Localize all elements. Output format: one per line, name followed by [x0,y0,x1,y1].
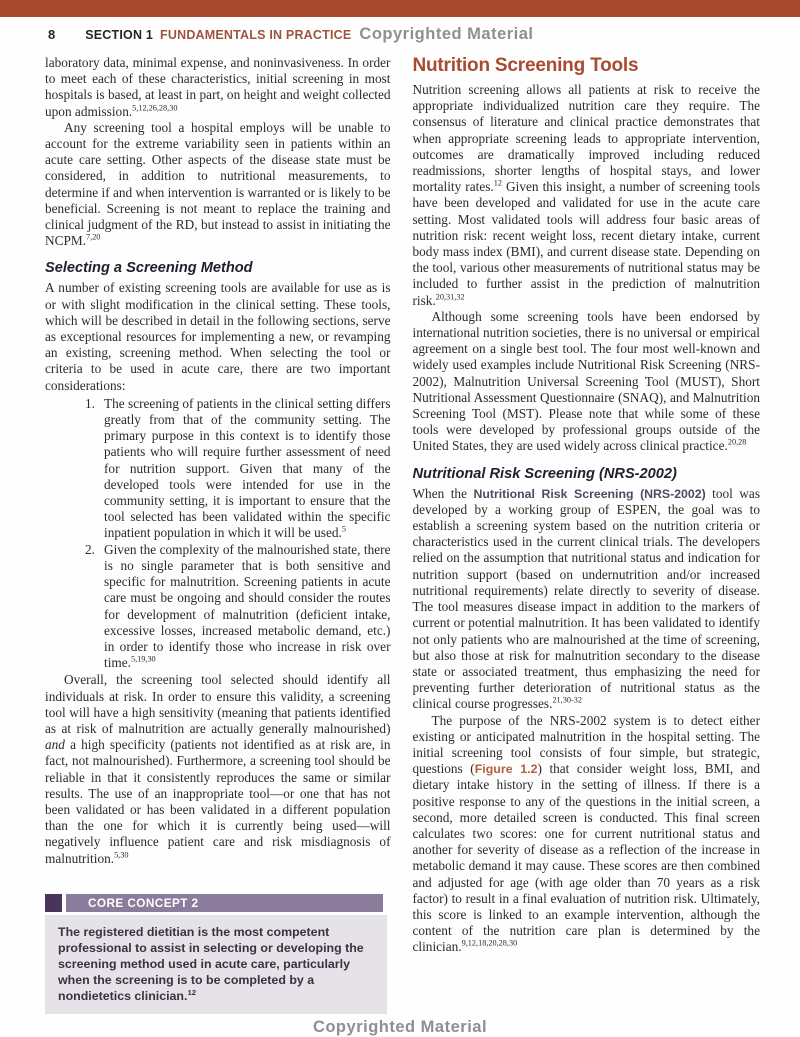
citation-superscript: 9,12,18,20,28,30 [461,938,518,948]
paragraph-text: Overall, the screening tool selected should identify all individuals at risk. In order to ensure this validity, a screening tool will have a high sensitivity (meaning that patients identified as at risk of malnutrition are actually generally malnourished) [45,672,391,736]
core-concept-body [45,915,387,1014]
right-column [413,55,761,1014]
list-item [85,542,391,672]
paragraph-text: Given the complexity of the malnourished state, there is no single parameter that is both sensitive and specific for malnutrition. Screening patients in acute care must be ongoing and should consider the routes for development of malnutrition (deficient intake, excessive losses, increased metabolic demand, etc.) in order to identify those who increase in risk over time. [104,541,391,671]
paragraph-text: The screening of patients in the clinical setting differs greatly from that of the community setting. The primary purpose in this context is to identify those patients who will require further assessment of need for nutrition support. Given that many of the developed tools were intended for use in the community setting, it is important to ensure that the tool selected has been validated within the specific inpatient population in which it will be used. [104,395,391,541]
figure-reference: Figure 1.2 [474,762,538,777]
page-number: 8 [48,27,56,42]
paragraph-text: tool was developed by a working group of ESPEN, the goal was to establish a screening system based on the nutrition criteria or characteristics used in the current clinical trials. The developers relied on the assumption that nutritional status and indication for nutrition support (based on undernutrition and/or increased nutritional requirements) relate directly to severity of disease. The tool measures disease impact in addition to the markers of current or potential malnutrition. It has been validated to identify not only patients who are malnourished at the time of screening, but also those at risk for malnutrition secondary to the disease state or associated treatment, thus emphasizing the need for preventing further deterioration of nutritional status as the clinical course progresses. [412,485,760,712]
citation-superscript: 5,12,26,28,30 [132,103,178,113]
paragraph [45,120,391,250]
two-column-layout [0,44,800,1014]
copyright-notice-top: Copyrighted Material [359,25,534,43]
paragraph [413,82,761,309]
paragraph-text: laboratory data, minimal expense, and noninvasiveness. In order to meet each of these characteristics, initial screening in most hospitals is based, at least in part, on height and weight collected upon admission. [45,55,391,119]
citation-superscript: 5 [341,525,346,535]
paragraph-text: The purpose of the NRS-2002 system is to detect either existing or anticipated malnutrition in the hospital setting. The initial screening tool consists of four simple, but strategic, questions ( [412,712,760,777]
italic-word: and [45,737,65,753]
core-concept-text [58,924,378,1004]
paragraph-continuation [45,55,391,120]
core-concept-header [45,894,383,912]
top-color-bar [0,0,800,17]
list-item [85,396,391,542]
list-number: 2. [85,541,95,557]
citation-superscript: 5,30 [114,850,129,860]
paragraph [45,672,391,866]
paragraph-text: ) that consider weight loss, BMI, and dietary intake history in the setting of illness. If there is a positive response to any of the questions in the initial screen, a second, more detailed screen is conducted. This final screen calculates two scores: one for current nutritional status and another for severity of disease as a reflection of the increase in metabolic demand it may cause. These scores are then combined and adjusted for age (with age older than 70 years as a risk factor) to result in a final evaluation of nutrition risk. Ultimately, this score is linked to an example intervention, although the content of the nutrition care plan is determined by the clinician. [412,761,760,955]
paragraph-text: Although some screening tools have been endorsed by international nutrition societies, there is no universal or empirical agreement on a single best tool. The four most well-known and widely used examples include Nutritional Risk Screening (NRS-2002), Malnutrition Universal Screening Tool (MUST), Short Nutritional Assessment Questionnaire (SNAQ), and Malnutrition Screening Tool (MST). Please note that while some of these tools were developed by professional groups outside of the United States, they are used widely across clinical practice. [412,308,760,454]
citation-superscript: 20,28 [727,438,747,448]
paragraph [45,280,391,393]
paragraph [413,486,761,713]
copyright-notice-bottom: Copyrighted Material [312,1017,488,1036]
citation-superscript: 12 [187,987,196,997]
left-column [45,55,391,1014]
section-title: FUNDAMENTALS IN PRACTICE [160,28,352,42]
core-concept-title: CORE CONCEPT 2 [66,894,383,912]
paragraph-text: Given this insight, a number of screening tools have been developed and validated for use in the acute care setting. Most validated tools will address four basic areas of nutrition risk: recent weight loss, recent dietary intake, current body mass index (BMI), and current disease state. Depending on the tool, various other measurements of nutritional status may be included to further assist in the prediction of malnutrition risk. [412,179,761,308]
paragraph [413,309,761,455]
paragraph [413,713,761,956]
paragraph-text: A number of existing screening tools are available for use as is or with slight modification in the clinical setting. These tools, which will be described in detail in the following sections, serve as exceptional resources for implementing a new, or revamping an existing, screening method. When selecting the tool or criteria to be used in acute care, there are two important considerations: [45,280,391,393]
paragraph-text: The registered dietitian is the most competent professional to assist in selecting or developing the screening method used in acute care, particularly when the screening is to be completed by a nondietetics clinician. [58,924,364,1003]
section-label: SECTION 1 [85,28,154,42]
paragraph-text: Nutrition screening allows all patients at risk to receive the appropriate individualized nutrition care they require. The consensus of literature and clinical practice demonstrates that when appropriate screening leads to appropriate intervention, outcomes are dramatically improved including reduced readmissions, shorter lengths of hospital stays, and lower mortality rates. [412,82,760,195]
citation-superscript: 7,20 [86,232,101,242]
list-item-text [104,396,391,542]
paragraph-text: a high specificity (patients not identified as at risk are, in fact, not malnourished). Furthermore, a screening tool should be reliable in that it consistently reproduces the same or similar results. The use of an inappropriate tool—or one that has not been validated or has been validated in a different population than the one for which it is currently being used—will negatively influence patient care and risk misdiagnosis of malnutrition. [45,737,391,866]
list-number: 1. [85,395,95,411]
core-concept-box [45,894,383,1014]
paragraph-text: Any screening tool a hospital employs will be unable to account for the extreme variability seen in patients within an acute care setting. Other aspects of the disease state must be considered, in addition to nutritional measurements, to determine if and when intervention is warranted or is likely to be beneficial. Screening is not meant to replace the training and clinical judgment of the RD, but instead to assist in initiating the NCPM. [45,119,391,249]
subheading-selecting-screening-method: Selecting a Screening Method [45,260,253,277]
citation-superscript: 21,30-32 [552,695,582,705]
paragraph-text: When the [412,485,474,501]
heading-nutrition-screening-tools: Nutrition Screening Tools [412,55,639,76]
citation-superscript: 12 [493,178,502,188]
citation-superscript: 20,31,32 [435,292,465,302]
numbered-list [85,396,391,671]
core-concept-accent-square [45,894,62,912]
key-term-nrs-2002: Nutritional Risk Screening (NRS-2002) [473,486,706,501]
citation-superscript: 5,19,30 [130,654,156,664]
page-header [0,17,800,44]
list-item-text [104,542,391,672]
subheading-nrs-2002: Nutritional Risk Screening (NRS-2002) [412,465,677,482]
page-footer [0,1018,800,1037]
